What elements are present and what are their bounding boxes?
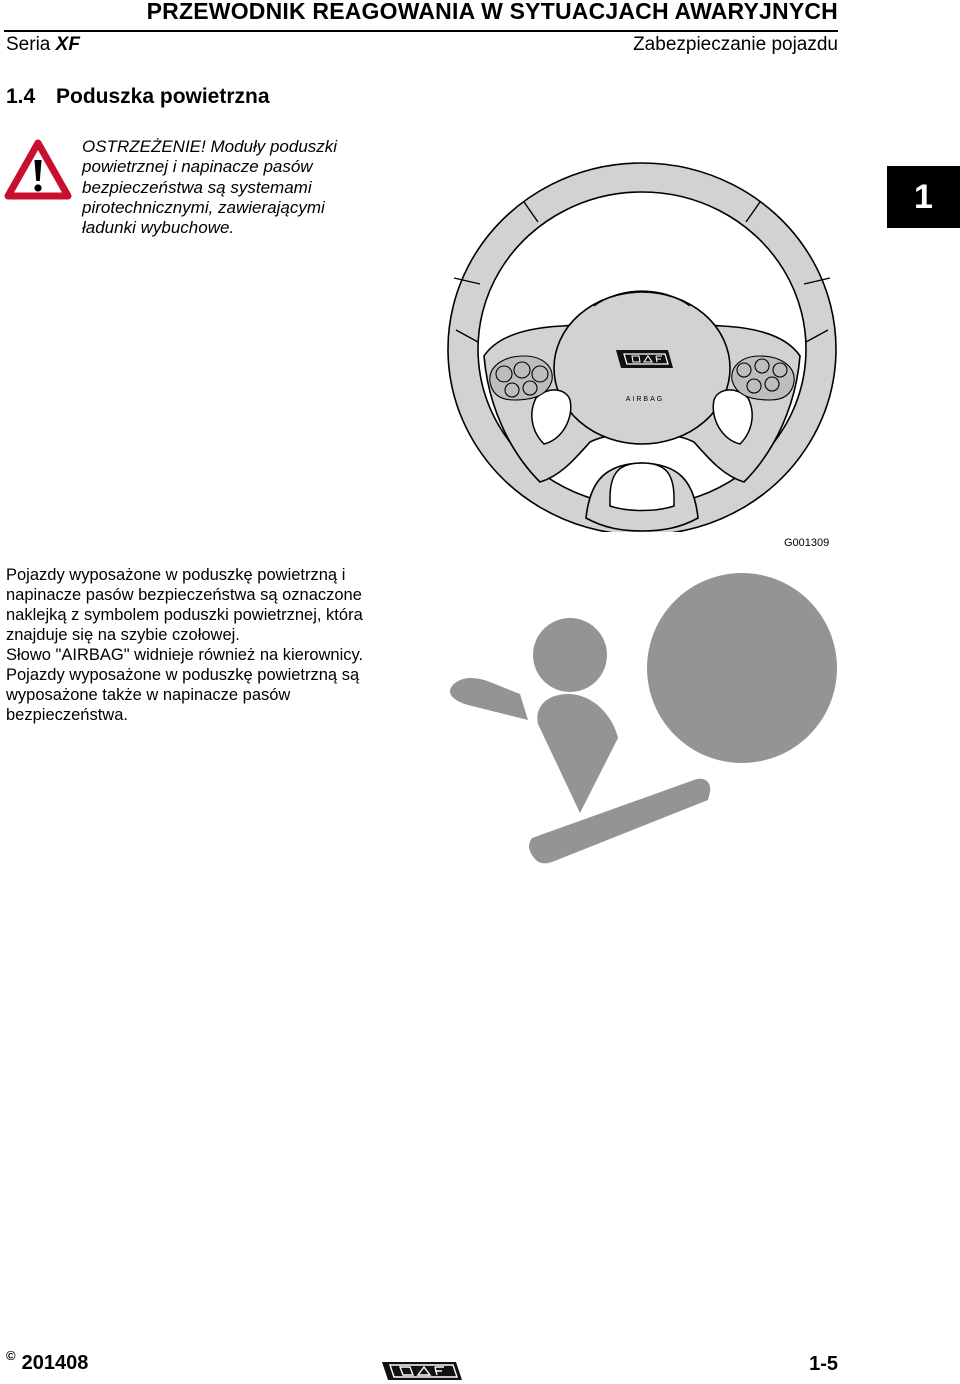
copyright-icon: ©: [6, 1348, 16, 1363]
warning-text: OSTRZEŻENIE! Moduły poduszki powietrznej i napinacze pasów bezpieczeństwa są systemami pirotechnicznymi, zawierającymi ładunki wybuchowe.: [82, 137, 338, 238]
daf-logo-badge: [616, 350, 673, 368]
body-text: [6, 565, 406, 725]
warning-triangle-icon: [4, 138, 72, 202]
document-title: PRZEWODNIK REAGOWANIA W SYTUACJACH AWARYJNYCH: [146, 0, 838, 24]
body-paragraph: Słowo "AIRBAG" widnieje również na kierownicy.: [6, 646, 364, 664]
section-heading: [6, 85, 270, 109]
vehicle-series: [6, 34, 80, 56]
series-model: XF: [55, 34, 80, 55]
steering-wheel-figure: [444, 160, 840, 532]
header-divider: [4, 30, 838, 32]
series-label: Seria: [6, 34, 51, 55]
heading-title: Poduszka powietrzna: [56, 85, 270, 108]
body-paragraph: Pojazdy wyposażone w poduszkę powietrzną są wyposażone także w napinacze pasów bezpieczeństwa.: [6, 666, 360, 724]
copyright: [6, 1348, 88, 1375]
heading-number: 1.4: [6, 85, 36, 108]
body-paragraph: Pojazdy wyposażone w poduszkę powietrzną i napinacze pasów bezpieczeństwa są oznaczone naklejką z symbolem poduszki powietrznej, która znajduje się na szybie czołowej.: [6, 566, 363, 644]
airbag-warning-symbol: [440, 568, 840, 903]
figure-code: G001309: [784, 537, 830, 549]
chapter-tab: 1: [887, 166, 960, 228]
wheel-airbag-label: AIRBAG: [625, 396, 665, 403]
page-number: 1-5: [809, 1353, 838, 1375]
edition-date: 201408: [21, 1352, 89, 1374]
section-name: Zabezpieczanie pojazdu: [633, 34, 838, 55]
daf-logo: [380, 1360, 464, 1382]
